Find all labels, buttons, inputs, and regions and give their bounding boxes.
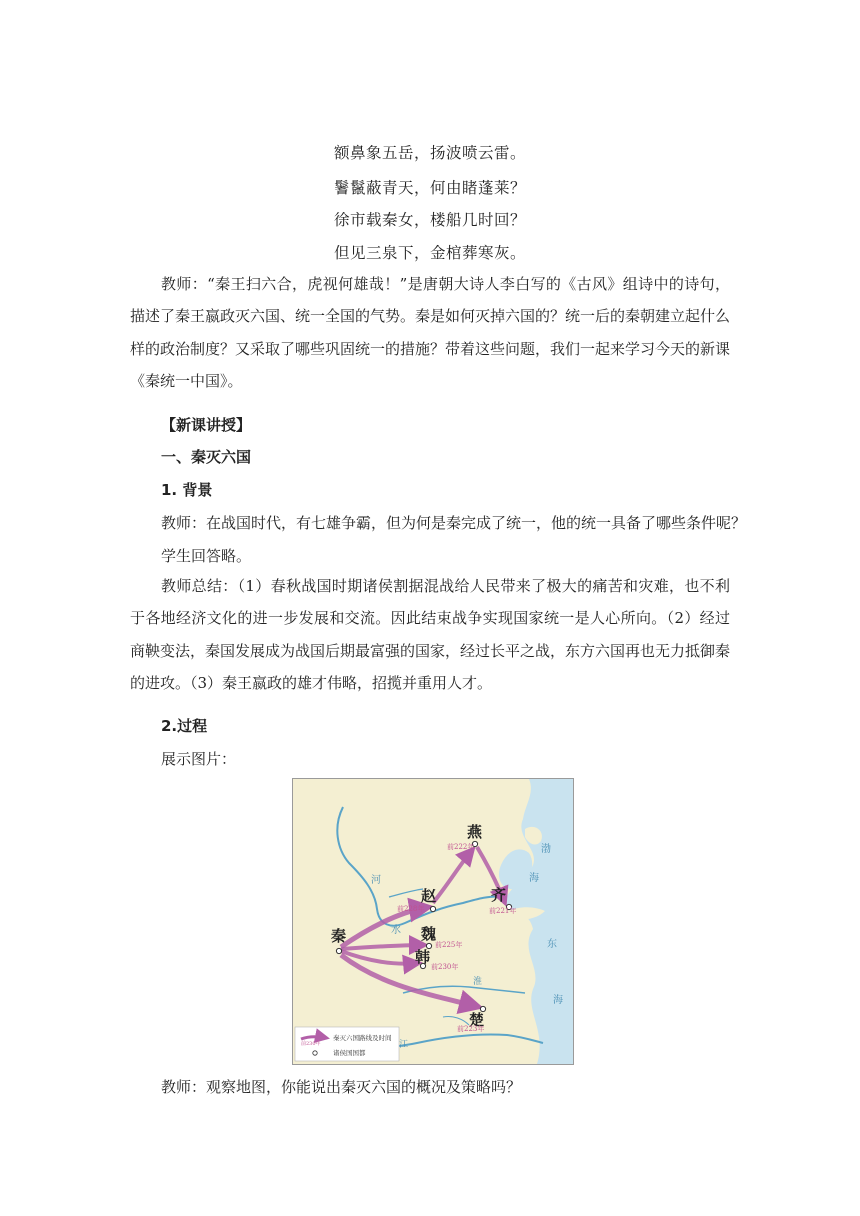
qin-unification-map bbox=[292, 778, 574, 1065]
date-label-wei: 前225年 bbox=[435, 941, 463, 949]
date-label-han: 前230年 bbox=[431, 963, 459, 971]
geo-label-bo: 渤 bbox=[541, 844, 551, 855]
state-label-han: 韩 bbox=[415, 948, 431, 966]
geo-label-hai-1: 海 bbox=[529, 873, 539, 884]
capital-dot-qin bbox=[336, 948, 341, 953]
state-label-yan: 燕 bbox=[467, 823, 483, 841]
geo-label-he: 河 bbox=[371, 875, 381, 886]
state-label-qin: 秦 bbox=[331, 927, 347, 945]
map-graphic bbox=[293, 779, 573, 1064]
teacher-question-2: 教师：观察地图，你能说出秦灭六国的概况及策略吗？ bbox=[161, 1078, 522, 1096]
date-label-yan: 前222年 bbox=[447, 843, 475, 851]
state-label-wei: 魏 bbox=[421, 925, 437, 943]
teacher-summary: 教师总结：（1）春秋战国时期诸侯割据混战给人民带来了极大的痛苦和灾难，也不利于各地经济文化的进一步发展和交流。因此结束战争实现国家统一是人心所向。（2）经过商鞅变法，秦国发展成为战国后期最富强的国家，经过长平之战，东方六国再也无力抵御秦的进攻。（3）秦王嬴政的雄才伟略，招揽并重用人才。 bbox=[130, 577, 731, 693]
geo-label-jiang: 江 bbox=[399, 1040, 409, 1050]
legend-capital-text: 诸侯国国都 bbox=[333, 1049, 366, 1057]
geo-label-dong: 东 bbox=[547, 939, 557, 950]
intro-paragraph: 教师：“秦王扫六合，虎视何雄哉！”是唐朝大诗人李白写的《古风》组诗中的诗句，描述了秦王嬴政灭六国、统一全国的气势。秦是如何灭掉六国的？统一后的秦朝建立起什么样的政治制度？又采取了哪些巩固统一的措施？带着这些问题，我们一起来学习今天的新课《秦统一中国》。 bbox=[130, 275, 731, 391]
legend-route-sample: 前230年 bbox=[301, 1041, 321, 1047]
capital-dot-zhao bbox=[430, 906, 435, 911]
date-label-qi: 前221年 bbox=[489, 907, 517, 915]
geo-label-shui: 水 bbox=[391, 925, 401, 936]
geo-label-huai: 淮 bbox=[473, 977, 483, 987]
teacher-question-1: 教师：在战国时代，有七雄争霸，但为何是秦完成了统一，他的统一具备了哪些条件呢？ bbox=[161, 514, 747, 532]
poem-line-1: 额鼻象五岳，扬波喷云雷。 bbox=[333, 144, 526, 162]
subheading-background: 1. 背景 bbox=[161, 481, 213, 499]
show-picture-label: 展示图片： bbox=[161, 750, 237, 768]
section-new-lesson: 【新课讲授】 bbox=[161, 416, 252, 434]
poem-line-4: 但见三泉下，金棺葬寒灰。 bbox=[333, 244, 526, 262]
state-label-zhao: 赵 bbox=[421, 887, 437, 905]
legend-route-text: 秦灭六国路线及时间 bbox=[333, 1034, 392, 1042]
date-label-zhao: 前228年 bbox=[397, 905, 425, 913]
state-label-qi: 齐 bbox=[491, 886, 507, 904]
heading-qin-conquers-six-states: 一、秦灭六国 bbox=[161, 448, 252, 466]
student-answer: 学生回答略。 bbox=[161, 547, 252, 565]
legend-capital-swatch bbox=[313, 1051, 317, 1055]
poem-line-3: 徐市载秦女，楼船几时回？ bbox=[333, 211, 526, 229]
poem-line-2: 鬐鬣蔽青天，何由睹蓬莱？ bbox=[333, 179, 526, 197]
geo-label-hai-2: 海 bbox=[553, 995, 563, 1006]
state-label-chu: 楚 bbox=[469, 1011, 485, 1029]
subheading-process: 2.过程 bbox=[161, 717, 208, 735]
date-label-chu: 前223年 bbox=[457, 1025, 485, 1033]
